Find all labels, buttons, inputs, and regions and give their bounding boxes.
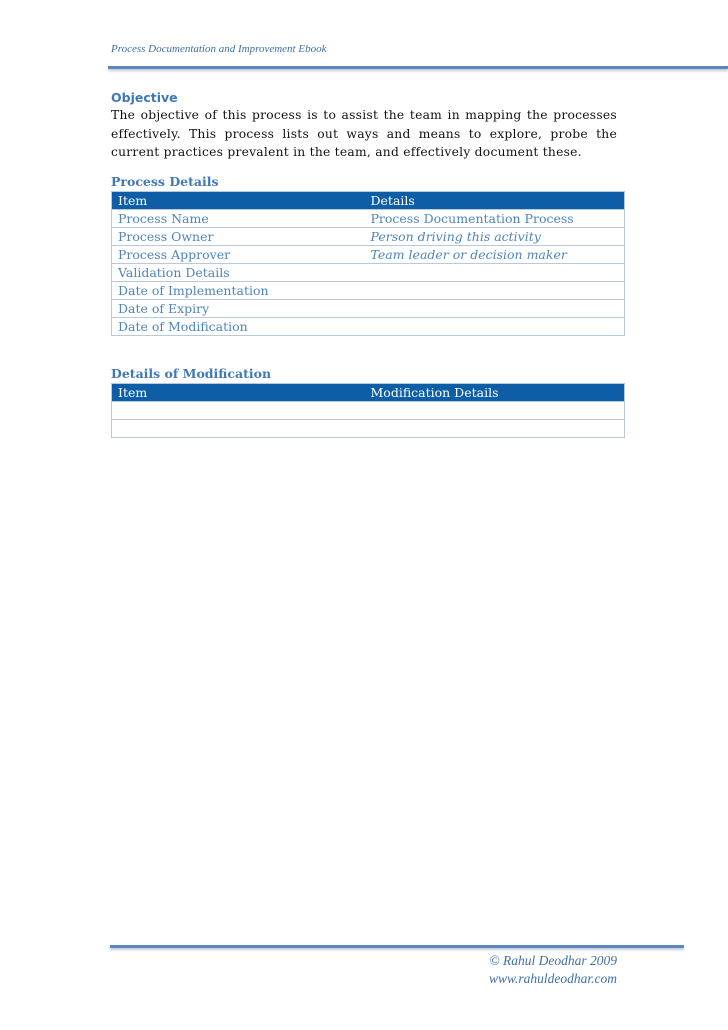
column-header-item: Item — [112, 192, 365, 210]
table-header-row — [112, 384, 625, 402]
table-row — [112, 318, 625, 336]
modification-table — [111, 383, 625, 438]
table-row — [112, 282, 625, 300]
empty-cell — [365, 402, 625, 420]
column-header-modification-details: Modification Details — [365, 384, 625, 402]
table-row — [112, 420, 625, 438]
row-item-date-of-modification: Date of Modification — [112, 318, 365, 336]
row-item-date-of-implementation: Date of Implementation — [112, 282, 365, 300]
row-details-validation-details — [365, 264, 625, 282]
row-item-process-owner: Process Owner — [112, 228, 365, 246]
column-header-details: Details — [365, 192, 625, 210]
table-row — [112, 246, 625, 264]
modification-heading: Details of Modification — [111, 366, 272, 381]
running-header: Process Documentation and Improvement Ebook — [111, 43, 327, 55]
empty-cell — [112, 402, 365, 420]
objective-heading: Objective — [111, 90, 178, 105]
row-item-validation-details: Validation Details — [112, 264, 365, 282]
row-details-process-approver: Team leader or decision maker — [365, 246, 625, 264]
footer-website[interactable]: www.rahuldeodhar.com — [488, 971, 617, 986]
header-divider — [108, 66, 728, 69]
footer-divider — [110, 945, 684, 948]
row-details-process-name: Process Documentation Process — [365, 210, 625, 228]
process-details-table — [111, 191, 625, 336]
row-item-process-approver: Process Approver — [112, 246, 365, 264]
empty-cell — [365, 420, 625, 438]
process-details-heading: Process Details — [111, 174, 219, 189]
column-header-item: Item — [112, 384, 365, 402]
objective-paragraph: The objective of this process is to assist the team in mapping the processes effectively. This process lists out ways and means to explore, probe the current practices prevalent in the team, and effectively document these. — [111, 108, 617, 159]
table-row — [112, 300, 625, 318]
row-details-process-owner: Person driving this activity — [365, 228, 625, 246]
table-row — [112, 402, 625, 420]
table-row — [112, 210, 625, 228]
empty-cell — [112, 420, 365, 438]
row-details-date-of-expiry — [365, 300, 625, 318]
table-row — [112, 264, 625, 282]
row-details-date-of-modification — [365, 318, 625, 336]
table-header-row — [112, 192, 625, 210]
table-row — [112, 228, 625, 246]
footer-copyright: © Rahul Deodhar 2009 — [489, 953, 617, 968]
row-item-process-name: Process Name — [112, 210, 365, 228]
row-details-date-of-implementation — [365, 282, 625, 300]
row-item-date-of-expiry: Date of Expiry — [112, 300, 365, 318]
